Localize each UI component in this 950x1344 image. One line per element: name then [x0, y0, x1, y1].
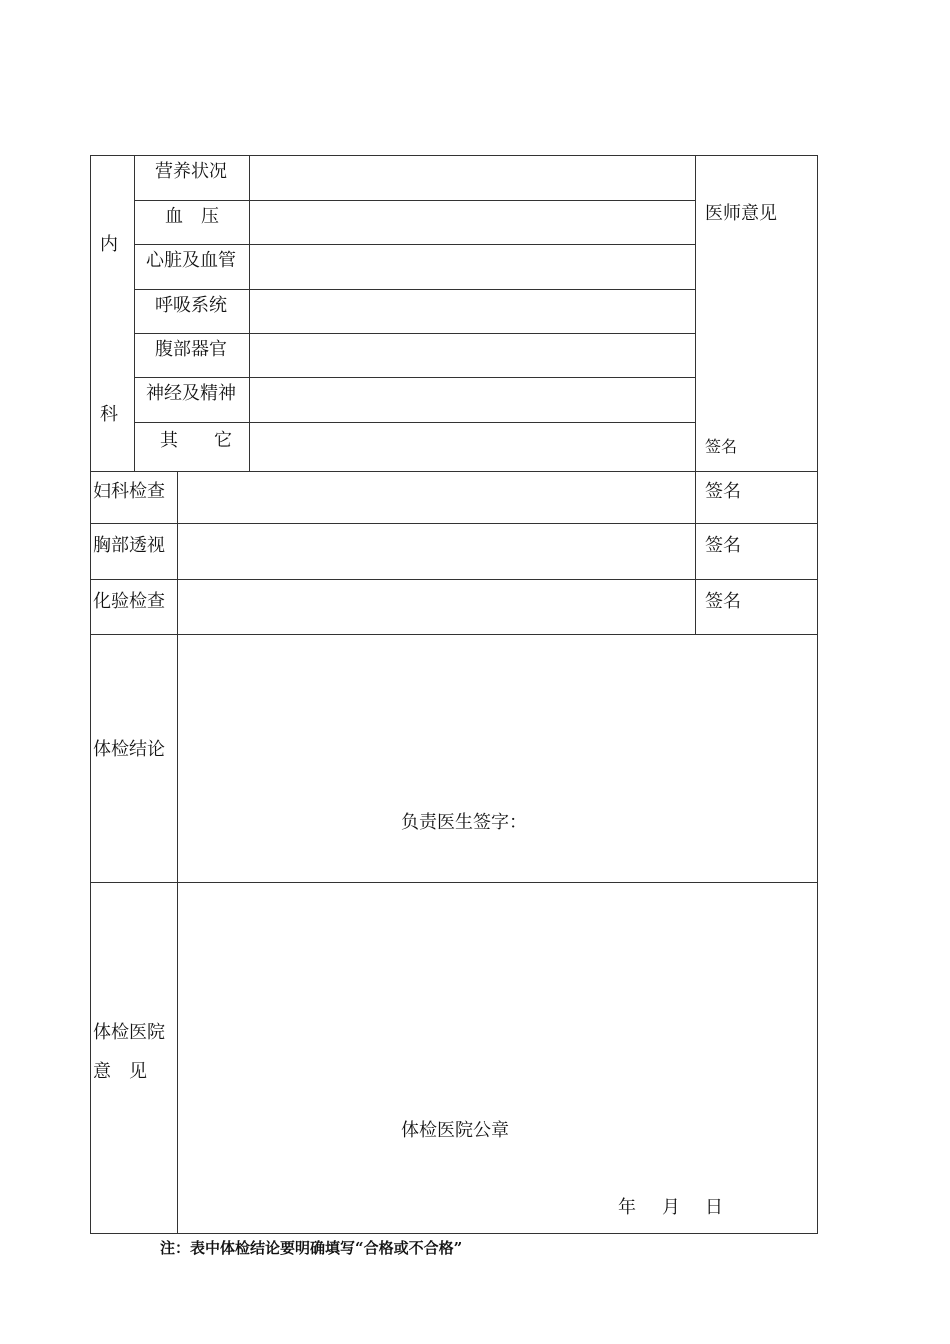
item-neuro-psych-label: 神经及精神	[146, 383, 236, 404]
date-month-label: 月	[662, 1197, 680, 1218]
item-nutrition-label: 营养状况	[155, 161, 227, 182]
conclusion-label: 体检结论	[93, 739, 165, 760]
internal-medicine-label-bottom: 科	[100, 404, 118, 425]
conclusion-field[interactable]	[178, 635, 816, 881]
hospital-opinion-label-line1: 体检医院	[93, 1022, 165, 1043]
responsible-doctor-signature-label: 负责医生签字：	[401, 812, 527, 833]
item-respiratory-label: 呼吸系统	[155, 295, 227, 316]
item-other-label: 其 它	[160, 430, 232, 451]
hospital-opinion-label-line2: 意 见	[93, 1061, 147, 1082]
table-border-bottom	[90, 1233, 818, 1234]
lab-test-field[interactable]	[178, 580, 694, 633]
opinion-divider	[695, 155, 696, 635]
gynecology-label: 妇科检查	[93, 481, 165, 502]
hospital-stamp-label: 体检医院公章	[401, 1120, 509, 1141]
chest-xray-label: 胸部透视	[93, 535, 165, 556]
lab-test-signature-label: 签名	[705, 591, 741, 612]
im-divider-1	[134, 155, 135, 471]
date-year-label: 年	[618, 1197, 636, 1218]
gynecology-signature-label: 签名	[705, 481, 741, 502]
gynecology-field[interactable]	[178, 472, 694, 522]
footnote: 注：表中体检结论要明确填写“合格或不合格”	[160, 1239, 463, 1257]
item-abdominal-label: 腹部器官	[155, 339, 227, 360]
lab-test-label: 化验检查	[93, 591, 165, 612]
table-border-right	[817, 155, 818, 1234]
respiratory-field[interactable]	[250, 290, 694, 332]
chest-xray-field[interactable]	[178, 524, 694, 578]
internal-medicine-label-top: 内	[100, 234, 118, 255]
other-field[interactable]	[250, 423, 694, 470]
chest-xray-signature-label: 签名	[705, 535, 741, 556]
internal-medicine-signature-label: 签名	[705, 437, 738, 456]
item-heart-vessels-label: 心脏及血管	[146, 250, 236, 271]
table-border-left	[90, 155, 91, 1234]
neuro-psych-field[interactable]	[250, 378, 694, 421]
item-blood-pressure-label: 血 压	[165, 206, 219, 227]
abdominal-field[interactable]	[250, 334, 694, 376]
heart-vessels-field[interactable]	[250, 245, 694, 288]
blood-pressure-field[interactable]	[250, 201, 694, 243]
doctor-opinion-label: 医师意见	[705, 203, 777, 224]
nutrition-field[interactable]	[250, 156, 694, 199]
date-day-label: 日	[705, 1197, 723, 1218]
hospital-opinion-field[interactable]	[178, 883, 816, 1232]
